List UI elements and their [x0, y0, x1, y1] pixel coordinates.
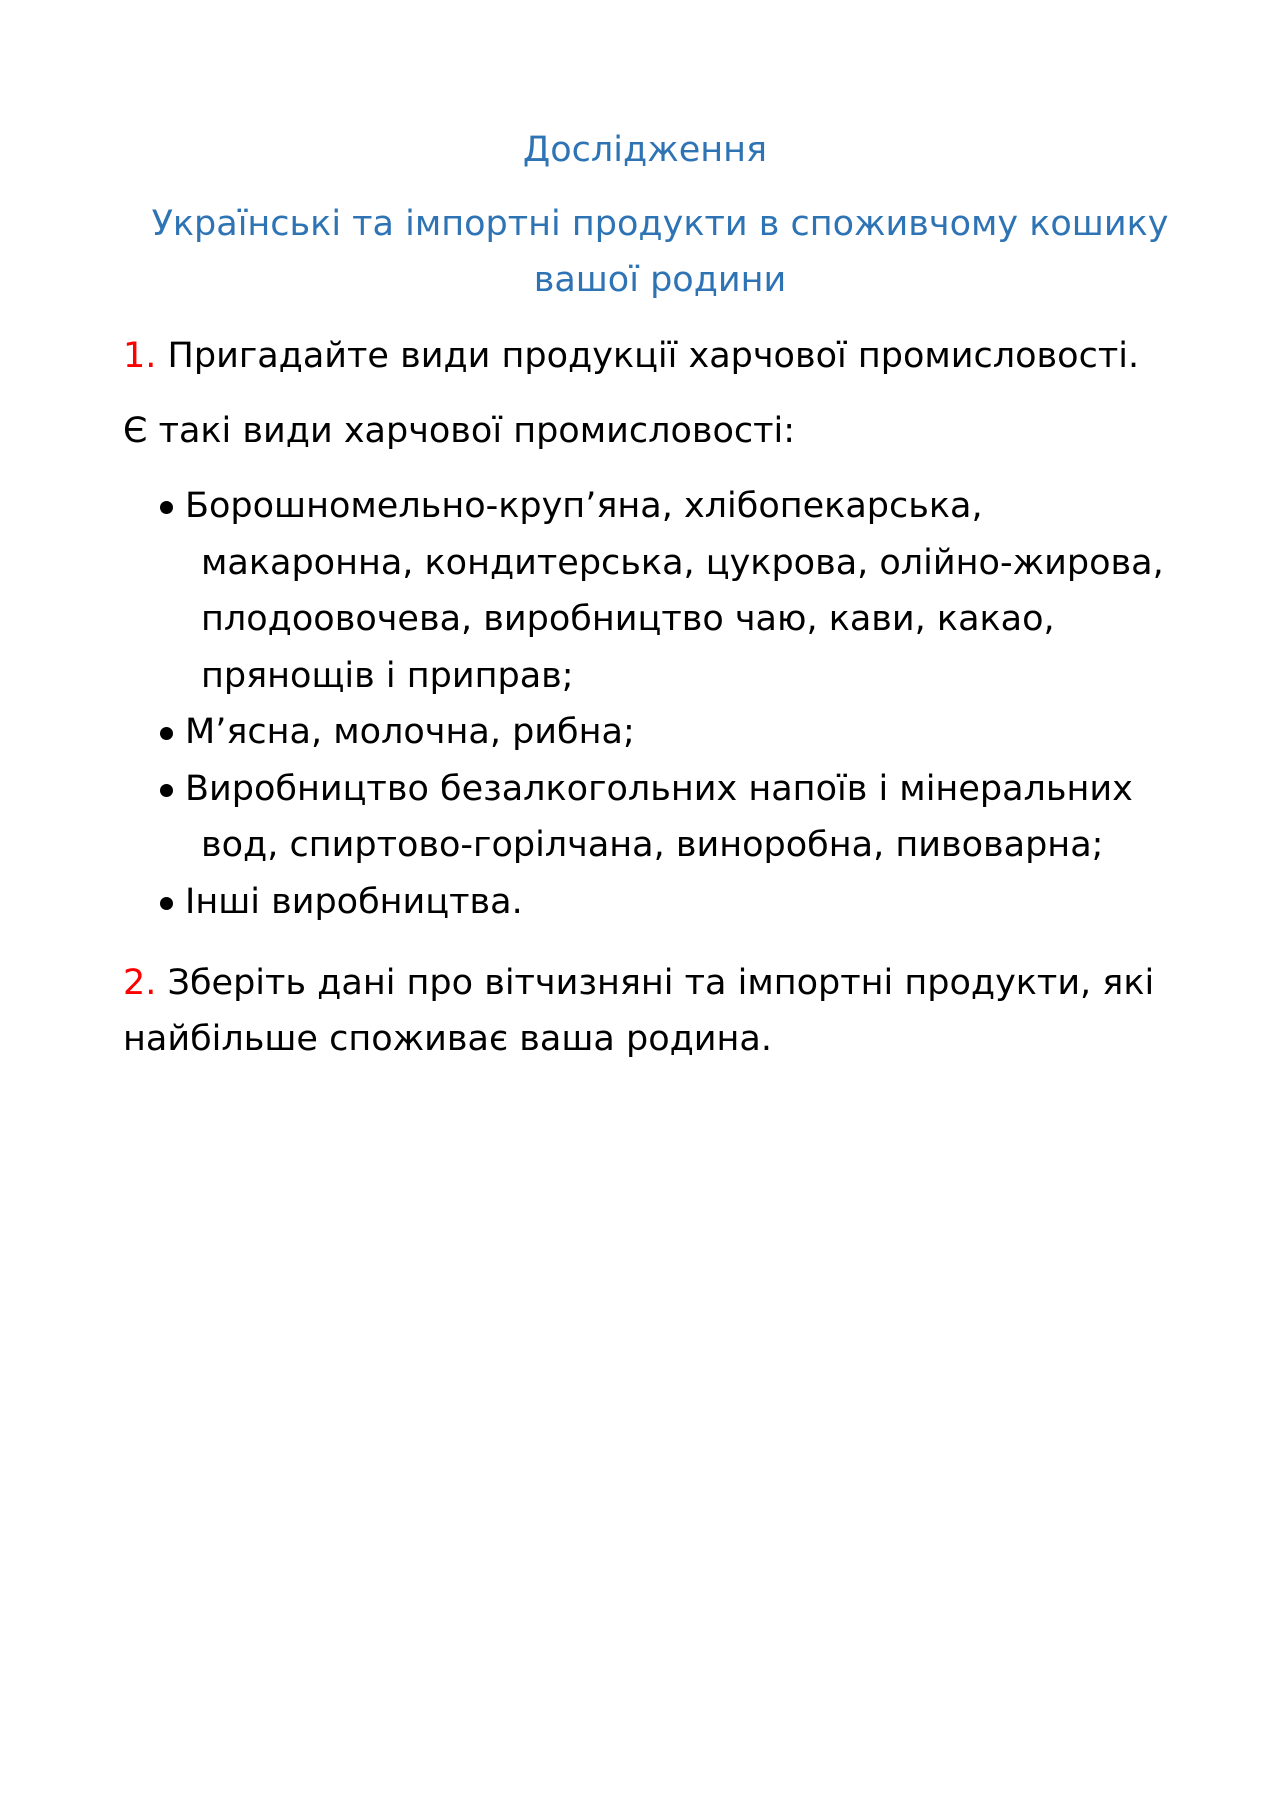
title-line-1: Дослідження [522, 130, 768, 170]
list-item [160, 761, 1180, 874]
list-item [160, 478, 1180, 704]
task-2-line-2: найбільше споживає ваша родина. [123, 1019, 773, 1059]
task-2 [123, 955, 1163, 1067]
task-1 [123, 328, 1163, 384]
task-1-text: Пригадайте види продукції харчової промисловості. [156, 336, 1140, 376]
task-2-text: Зберіть дані про вітчизняні та імпортні продукти, які [156, 963, 1155, 1003]
list-item-text: Борошномельно-круп’яна, хлібопекарська, [185, 486, 983, 526]
industry-intro: Є такі види харчової промисловості: [123, 411, 796, 451]
list-item-text: Інші виробництва. [185, 881, 523, 922]
task-2-line-1 [123, 955, 1163, 1011]
list-item-continuation: плодоовочева, виробництво чаю, кави, какао, [201, 599, 1055, 639]
task-1-number: 1. [123, 336, 157, 376]
title-line-2a: Українські та імпортні продукти в споживчому кошику [151, 204, 1169, 244]
task-2-number: 2. [123, 963, 157, 1003]
bullet-icon [160, 897, 173, 910]
bullet-icon [160, 784, 173, 797]
title-subject [5, 196, 1280, 308]
list-item [160, 874, 1180, 931]
list-item-continuation: прянощів і приправ; [201, 655, 574, 696]
list-item-text: М’ясна, молочна, рибна; [185, 712, 635, 752]
bullet-icon [160, 501, 173, 514]
title-research [0, 122, 1280, 178]
title-line-2b: вашої родини [533, 260, 787, 300]
list-item-text: Виробництво безалкогольних напоїв і мінеральних [185, 768, 1133, 809]
bullet-icon [160, 727, 173, 740]
list-item-continuation: вод, спиртово-горілчана, виноробна, пивоварна; [201, 825, 1104, 865]
list-item-continuation: макаронна, кондитерська, цукрова, олійно-жирова, [201, 542, 1164, 583]
list-item [160, 704, 1180, 761]
industry-list [160, 478, 1180, 930]
